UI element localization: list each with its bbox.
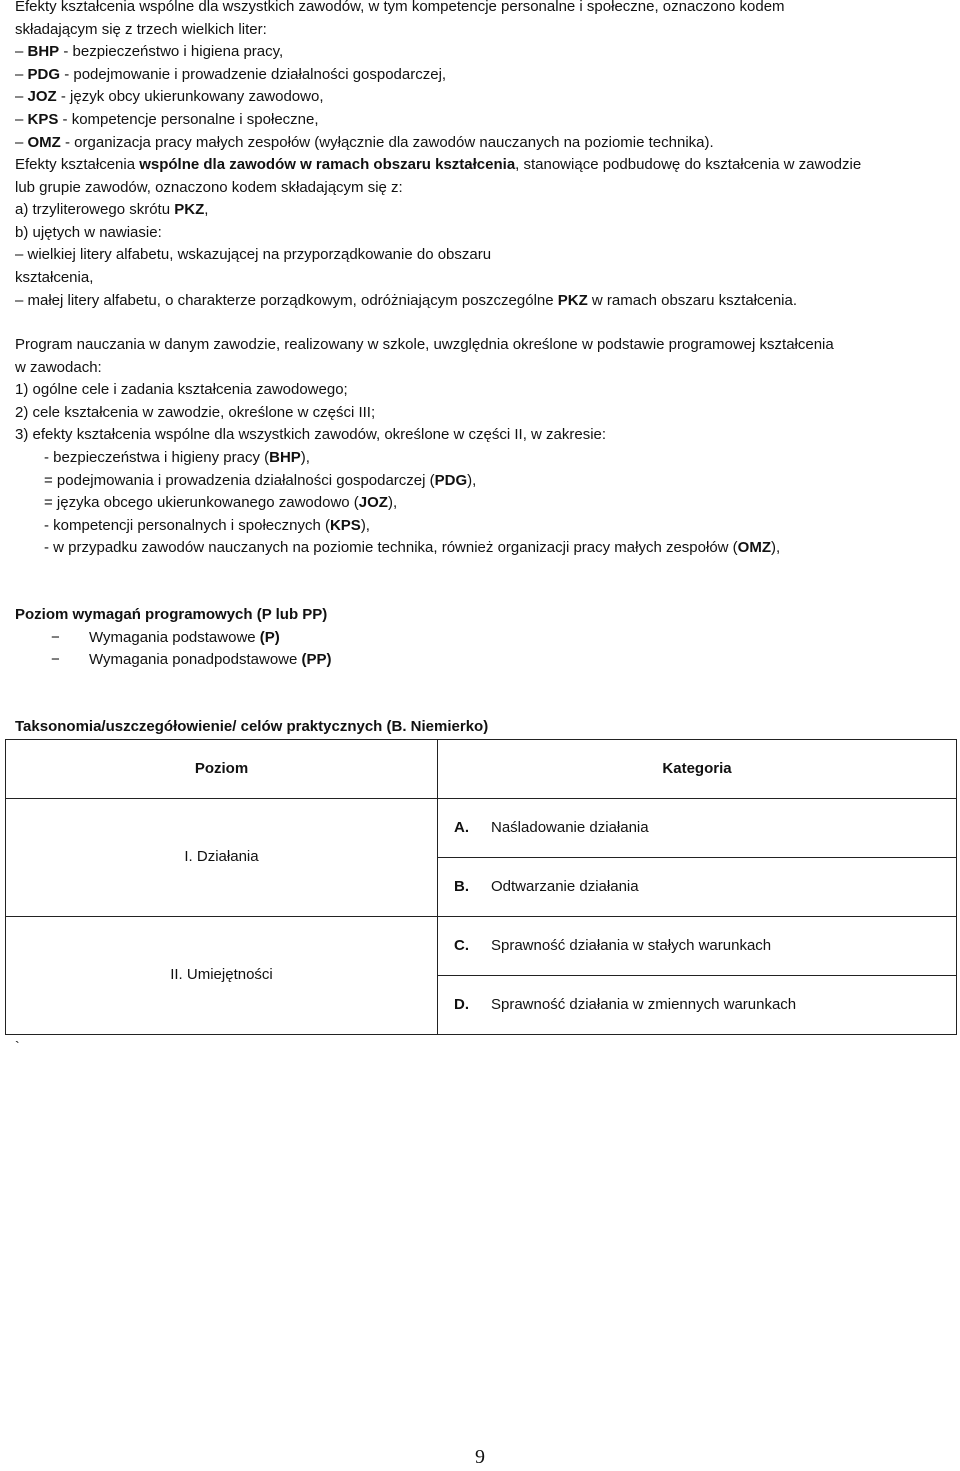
item-code: BHP [269,448,301,466]
intro-lead-line1: Efekty kształcenia wspólne dla wszystkich zawodów, w tym kompetencje personalne i społeczne, oznaczono kodem [15,0,785,15]
code-desc: - kompetencje personalne i społeczne, [58,110,319,128]
pkz-line1 [15,154,950,177]
program-item-bhp [15,447,950,470]
table-row [6,917,957,976]
item-code: JOZ [358,494,388,512]
item-text: ), [771,539,781,557]
category-cell [438,858,957,917]
pkz-line5: – wielkiej litery alfabetu, wskazującej na przyporządkowanie do obszaru [15,246,492,264]
pkz-code: PKZ [557,291,588,309]
item-text: = języka obcego ukierunkowanego zawodowo ( [44,494,359,512]
level-cell: II. Umiejętności [6,917,438,1035]
code-item-kps: – KPS - kompetencje personalne i społeczne, [15,110,319,128]
item-text: ), [387,494,398,512]
item-code: PDG [434,471,468,489]
requirement-label: Wymagania ponadpodstawowe [89,651,302,669]
item-text: = podejmowania i prowadzenia działalności gospodarczej ( [44,471,435,489]
pkz-line6: kształcenia, [15,268,94,286]
pkz-line7 [15,290,950,313]
page-number: 9 [475,1446,485,1468]
item-text: ), [360,516,370,534]
item-text: - kompetencji personalnych i społecznych ( [44,516,330,534]
program-section [15,334,950,560]
category-cell [438,917,957,976]
dash-bullet: − [51,628,60,646]
item-text: ), [300,448,310,466]
code-desc: - organizacja pracy małych zespołów (wyłącznie dla zawodów nauczanych na poziomie technika). [60,133,714,151]
item-code: KPS [329,516,361,534]
category-letter: D. [454,995,469,1013]
heading-text: Poziom wymagań programowych (P lub PP) [15,606,328,623]
column-header-level: Poziom [6,740,438,799]
category-letter: A. [454,818,469,836]
table-header-row [6,740,957,799]
code-label: KPS [27,110,59,128]
program-item-kps [15,515,950,538]
item-code: OMZ [737,539,771,557]
level-cell: I. Działania [6,799,438,917]
item-text: ), [467,471,477,489]
code-label: JOZ [27,88,57,106]
code-item-omz: – OMZ - organizacja pracy małych zespołów (wyłącznie dla zawodów nauczanych na poziomie technika). [15,133,714,151]
program-line2: w zawodach: [15,358,102,376]
pkz-line2: lub grupie zawodów, oznaczono kodem składającym się z: [15,178,403,196]
program-line3: 1) ogólne cele i zadania kształcenia zawodowego; [15,381,348,399]
pkz-text: , stanowiące podbudowę do kształcenia w zawodzie [515,156,862,173]
code-desc: - podejmowanie i prowadzenie działalności gospodarczej, [60,65,447,83]
code-desc: - język obcy ukierunkowany zawodowo, [56,88,324,106]
intro-lead-line2: składającym się z trzech wielkich liter: [15,20,267,38]
code-item-joz: – JOZ - język obcy ukierunkowany zawodowo, [15,88,324,106]
code-item-pdg: – PDG - podejmowanie i prowadzenie działalności gospodarczej, [15,65,447,83]
program-line5: 3) efekty kształcenia wspólne dla wszystkich zawodów, określone w części II, w zakresie: [15,426,607,444]
taxonomy-table [5,739,957,1035]
intro-section [15,0,950,154]
category-cell [438,799,957,858]
category-text: Sprawność działania w zmiennych warunkach [491,995,797,1013]
category-text: Odtwarzanie działania [491,877,639,895]
requirement-code: (P) [259,628,280,646]
pkz-code: PKZ [174,201,205,219]
program-line4: 2) cele kształcenia w zawodzie, określone w części III; [15,403,376,421]
pkz-text: a) trzyliterowego skrótu [15,201,175,219]
requirement-label: Wymagania podstawowe [89,628,260,646]
requirement-item-advanced [15,649,950,672]
code-item-bhp: – BHP - bezpieczeństwo i higiena pracy, [15,43,284,61]
requirement-item-basic [15,627,950,650]
pkz-text: Efekty kształcenia [15,156,140,173]
category-text: Naśladowanie działania [491,818,649,836]
taxonomy-heading [15,716,950,739]
dash-bullet: − [51,651,60,669]
category-cell [438,976,957,1035]
requirements-heading [15,604,950,627]
program-line1: Program nauczania w danym zawodzie, realizowany w szkole, uwzględnia określone w podstawie programowej kształcenia [15,336,834,353]
pkz-line4: b) ujętych w nawiasie: [15,223,162,241]
column-header-category: Kategoria [438,740,957,799]
stray-mark: ` [15,1038,20,1054]
category-letter: C. [454,936,469,954]
program-item-omz [15,537,950,560]
category-letter: B. [454,877,469,895]
requirement-code: (PP) [301,651,332,669]
pkz-section [15,154,950,312]
pkz-text: w ramach obszaru kształcenia. [587,291,798,309]
code-label: OMZ [27,133,61,151]
pkz-bold: wspólne dla zawodów w ramach obszaru kształcenia [139,156,516,173]
code-label: PDG [27,65,61,83]
item-text: - w przypadku zawodów nauczanych na poziomie technika, również organizacji pracy małych zespołów ( [44,539,738,557]
program-item-joz [15,492,950,515]
requirements-section [15,604,950,672]
pkz-text: – małej litery alfabetu, o charakterze porządkowym, odróżniającym poszczególne [15,291,558,309]
program-item-pdg [15,470,950,493]
category-text: Sprawność działania w stałych warunkach [491,936,772,954]
pkz-text: , [204,201,209,219]
item-text: - bezpieczeństwa i higieny pracy ( [44,448,270,466]
code-desc: - bezpieczeństwo i higiena pracy, [59,43,284,61]
code-label: BHP [27,43,60,61]
pkz-line3 [15,199,950,222]
table-row [6,799,957,858]
heading-text: Taksonomia/uszczegółowienie/ celów praktycznych (B. Niemierko) [15,718,489,735]
